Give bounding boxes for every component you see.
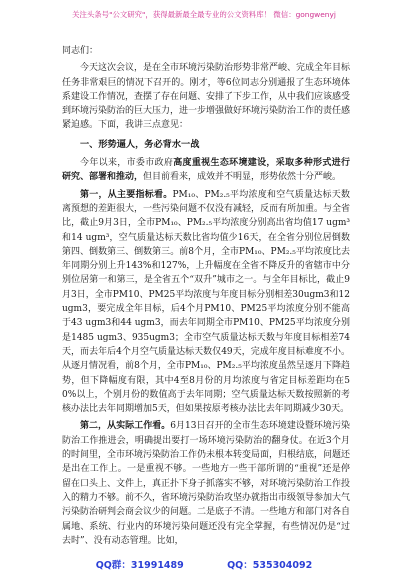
section-paragraph xyxy=(62,156,350,185)
point-lead: 第一，从主要指标看。 xyxy=(80,189,173,200)
document-body xyxy=(62,44,350,548)
point-two-paragraph xyxy=(62,419,350,548)
greeting: 同志们： xyxy=(62,46,99,56)
point-text: PM₁₀、PM₂.₅平均浓度和空气质量达标天数离预想的差距很大，一些污染问题不仅没有减轻，反而有所加重。与全省比，截止9月3日，全市PM₁₀、PM₂.₅平均浓度分别高出省均值17 ugm³和14 ugm³，空气质量达标天数比省均值少16天，在全省分别位居倒数第四、倒数第三、倒数第三。前8个月，全市PM₁₀、PM₂.₅平均浓度比去年同期分别上升143%和127%，上升幅度在全省不降反升的省辖市中分别位居第一和第三，是全省五个“双升”城市之一。与全年目标比，截止9月3日，全市PM10、PM25平均浓度与年度目标分别相差30ugm3和12 ugm3，要完成全年目标，后4个月PM10、PM25平均浓度分别不能高于43 ugm3和44 ugm3，而去年同期全市PM10、PM25平均浓度分别是1485 ugm3、935ugm3；全市空气质量达标天数与年度目标相差74天，而去年后4个月空气质量达标天数仅49天，完成年度目标难度不小。从逐月情况看，前8个月，全市PM₁₀、PM₂.₅平均浓度虽然呈逐月下降趋势，但下降幅度有限，其中4至8月份的月均浓度与省定目标差距均在50%以上，个别月份的数值高于去年同期；空气质量达标天数按照新的考核办法比去年同期增加5天，但如果按原考核办法比去年同期减少30天。 xyxy=(62,189,351,415)
para-text: 但目前看来，成效并不明显，形势依然十分严峻。 xyxy=(143,172,342,183)
section-heading: 一、形势逼人，务必背水一战 xyxy=(80,138,200,150)
qq-group: QQ群：31991489 xyxy=(95,560,184,571)
para-text: 今年以来，市委市政府 xyxy=(80,158,174,169)
header-banner: 关注头条号"公文研究"，获得最新最全最专业的公文资料库！ 微信：gongwenyj xyxy=(72,10,336,19)
point-text: 6月13日召开的全市生态环境建设暨环境污染防治工作推进会，明确提出要打一场环境污染防治的翻身仗。在近3个月的时间里，全市环境污染防治工作仍未根本转变局面，归根结底，问题还是出在工作上。一是重视不够。一些地方一些干部所谓的“重视”还是停留在口头上、文件上，真正扑下身子抓落实不够，对环境污染防治工作投入的精力不够。前不久，省环境污染防治攻坚办就指出市级领导参加大气污染防治研判会商会议少的问题。二是底子不清。一些地方和部门对各自属地、系统、行业内的环境污染问题还没有完全掌握，有些情况仍是“过去时”、没有动态管理。比如， xyxy=(62,421,351,546)
point-lead: 第二，从实际工作看。 xyxy=(80,421,171,432)
footer-contact xyxy=(0,557,408,571)
para-bold-text: 高度重视生态环境建设，采取多种形式进行研究、部署和推动， xyxy=(62,158,350,183)
qq-number: QQ：535304092 xyxy=(227,560,313,571)
point-one-paragraph xyxy=(62,188,350,417)
intro-paragraph: 今天这次会议，是在全市环境污染防治形势非常严峻、完成全年目标任务非常艰巨的情况下召开的。刚才，等6位同志分别通报了生态环境体系建设工作情况，查摆了存在问题、安排了下步工作，从中我们应该感受到环境污染防治的巨大压力，进一步增强做好环境污染防治工作的责任感紧迫感。下面，我讲三点意见： xyxy=(62,63,351,131)
